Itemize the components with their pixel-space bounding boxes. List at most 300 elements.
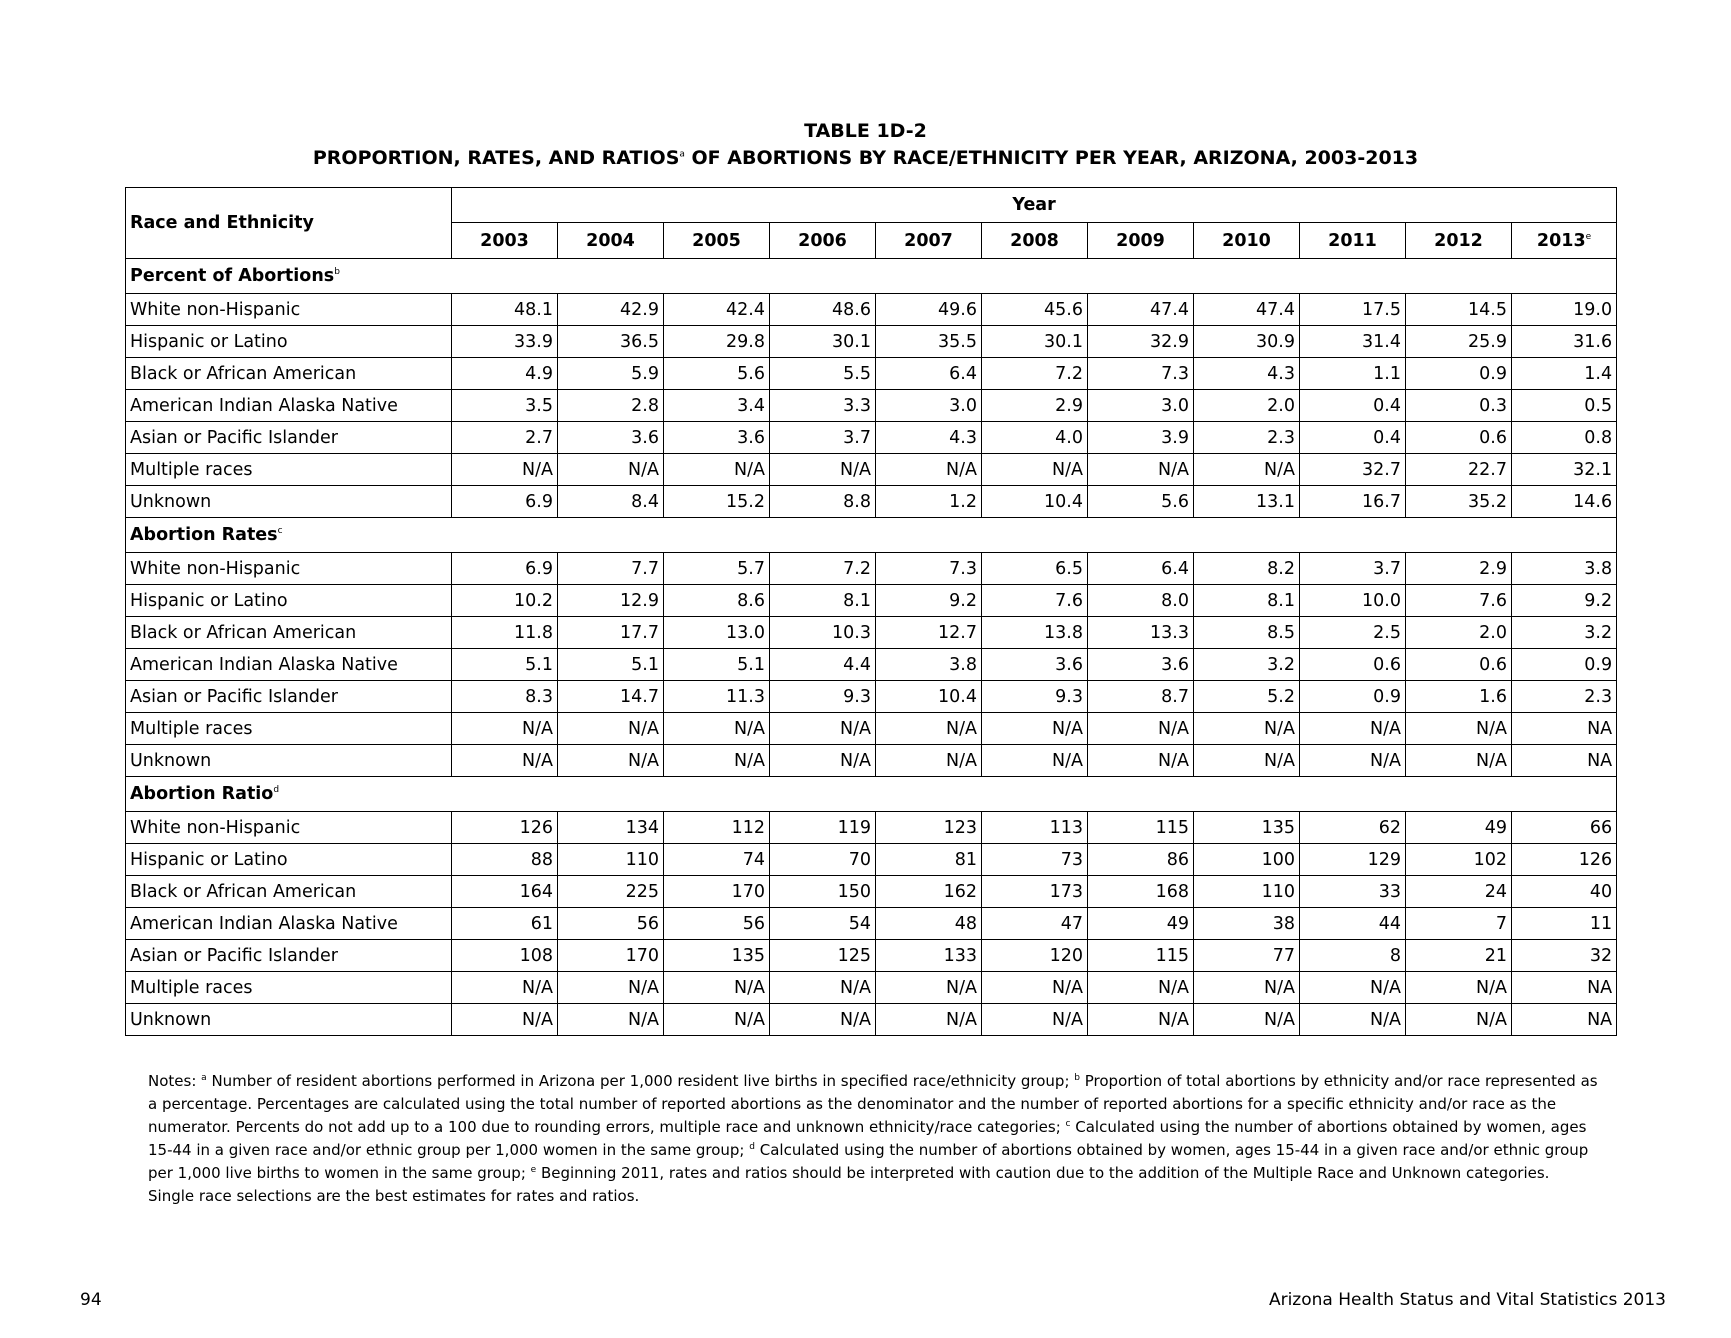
note-footnote-marker: d bbox=[749, 1142, 755, 1152]
table-cell: 38 bbox=[1194, 908, 1300, 940]
table-cell: 49.6 bbox=[876, 294, 982, 326]
table-cell: 133 bbox=[876, 940, 982, 972]
table-cell: N/A bbox=[1194, 972, 1300, 1004]
table-cell: 120 bbox=[982, 940, 1088, 972]
table-cell: N/A bbox=[876, 454, 982, 486]
table-cell: 13.0 bbox=[664, 617, 770, 649]
table-cell: 9.2 bbox=[876, 585, 982, 617]
table-cell: 1.4 bbox=[1512, 358, 1617, 390]
table-cell: 115 bbox=[1088, 940, 1194, 972]
table-cell: 129 bbox=[1300, 844, 1406, 876]
table-cell: 3.3 bbox=[770, 390, 876, 422]
column-header-race: Race and Ethnicity bbox=[126, 188, 452, 259]
table-cell: 2.3 bbox=[1194, 422, 1300, 454]
table-cell: 10.0 bbox=[1300, 585, 1406, 617]
table-cell: 173 bbox=[982, 876, 1088, 908]
table-cell: 47.4 bbox=[1194, 294, 1300, 326]
table-cell: 2.9 bbox=[1406, 553, 1512, 585]
table-cell: N/A bbox=[558, 713, 664, 745]
table-cell: N/A bbox=[452, 1004, 558, 1036]
table-cell: 8.4 bbox=[558, 486, 664, 518]
table-number: TABLE 1D-2 bbox=[804, 120, 927, 142]
row-label: Multiple races bbox=[126, 713, 452, 745]
table-title-text-end: OF ABORTIONS BY RACE/ETHNICITY PER YEAR, ARIZONA, 2003-2013 bbox=[684, 147, 1419, 169]
table-row bbox=[126, 940, 1617, 972]
table-cell: N/A bbox=[452, 745, 558, 777]
table-cell: 0.8 bbox=[1512, 422, 1617, 454]
row-label: Unknown bbox=[126, 745, 452, 777]
row-label: American Indian Alaska Native bbox=[126, 390, 452, 422]
row-label: Multiple races bbox=[126, 972, 452, 1004]
row-label: Asian or Pacific Islander bbox=[126, 940, 452, 972]
table-cell: 42.4 bbox=[664, 294, 770, 326]
table-title-block bbox=[0, 118, 1731, 172]
table-cell: 8 bbox=[1300, 940, 1406, 972]
table-cell: N/A bbox=[770, 745, 876, 777]
note-footnote-marker: b bbox=[1074, 1073, 1080, 1083]
table-cell: 6.9 bbox=[452, 553, 558, 585]
table-cell: 8.7 bbox=[1088, 681, 1194, 713]
table-cell: 3.6 bbox=[664, 422, 770, 454]
table-cell: 11.8 bbox=[452, 617, 558, 649]
table-cell: 12.7 bbox=[876, 617, 982, 649]
table-cell: N/A bbox=[1300, 1004, 1406, 1036]
year-label: 2012 bbox=[1434, 230, 1483, 251]
table-cell: 30.1 bbox=[982, 326, 1088, 358]
year-label: 2013 bbox=[1536, 230, 1586, 251]
table-row bbox=[126, 294, 1617, 326]
table-cell: 14.6 bbox=[1512, 486, 1617, 518]
table-cell: 2.8 bbox=[558, 390, 664, 422]
table-cell: N/A bbox=[1406, 972, 1512, 1004]
note-text: Number of resident abortions performed in Arizona per 1,000 resident live births in specified race/ethnicity group; bbox=[206, 1072, 1075, 1090]
table-cell: 164 bbox=[452, 876, 558, 908]
notes-paragraph bbox=[148, 1070, 1598, 1208]
table-cell: N/A bbox=[1406, 713, 1512, 745]
table-cell: 4.4 bbox=[770, 649, 876, 681]
table-row bbox=[126, 454, 1617, 486]
table-cell: 14.5 bbox=[1406, 294, 1512, 326]
table-cell: 0.6 bbox=[1406, 422, 1512, 454]
table-cell: 3.2 bbox=[1194, 649, 1300, 681]
column-header-2003 bbox=[452, 223, 558, 259]
table-cell: 0.9 bbox=[1406, 358, 1512, 390]
section-footnote-marker: d bbox=[273, 785, 280, 796]
table-cell: 168 bbox=[1088, 876, 1194, 908]
table-cell: N/A bbox=[876, 745, 982, 777]
table-cell: 8.6 bbox=[664, 585, 770, 617]
table-cell: 32 bbox=[1512, 940, 1617, 972]
table-cell: 35.2 bbox=[1406, 486, 1512, 518]
table-cell: 4.0 bbox=[982, 422, 1088, 454]
table-cell: 119 bbox=[770, 812, 876, 844]
table-cell: 88 bbox=[452, 844, 558, 876]
table-cell: N/A bbox=[664, 972, 770, 1004]
table-row bbox=[126, 876, 1617, 908]
table-title-footnote-marker: a bbox=[679, 149, 685, 160]
section-title bbox=[126, 518, 1617, 553]
section-footnote-marker: c bbox=[277, 526, 283, 537]
table-row bbox=[126, 908, 1617, 940]
table-cell: N/A bbox=[1088, 713, 1194, 745]
table-cell: 3.4 bbox=[664, 390, 770, 422]
table-cell: N/A bbox=[1300, 745, 1406, 777]
table-row bbox=[126, 972, 1617, 1004]
table-cell: 7.3 bbox=[1088, 358, 1194, 390]
table-cell: 5.1 bbox=[664, 649, 770, 681]
section-header-row bbox=[126, 259, 1617, 294]
table-cell: N/A bbox=[982, 454, 1088, 486]
table-cell: 126 bbox=[452, 812, 558, 844]
table-row bbox=[126, 617, 1617, 649]
table-cell: N/A bbox=[558, 1004, 664, 1036]
table-cell: 25.9 bbox=[1406, 326, 1512, 358]
table-cell: 49 bbox=[1406, 812, 1512, 844]
table-cell: 135 bbox=[664, 940, 770, 972]
table-row bbox=[126, 422, 1617, 454]
row-label: White non-Hispanic bbox=[126, 553, 452, 585]
notes-prefix: Notes: bbox=[148, 1072, 202, 1090]
table-cell: 110 bbox=[558, 844, 664, 876]
table-cell: 4.3 bbox=[1194, 358, 1300, 390]
section-title-text: Abortion Rates bbox=[130, 525, 278, 545]
column-header-2008 bbox=[982, 223, 1088, 259]
table-cell: N/A bbox=[558, 454, 664, 486]
column-header-2012 bbox=[1406, 223, 1512, 259]
table-cell: 3.0 bbox=[876, 390, 982, 422]
table-row bbox=[126, 649, 1617, 681]
table-cell: 24 bbox=[1406, 876, 1512, 908]
table-cell: 56 bbox=[558, 908, 664, 940]
table-cell: 0.9 bbox=[1512, 649, 1617, 681]
section-header-row bbox=[126, 518, 1617, 553]
note-text: Calculated using the number of abortions obtained by women, ages 15-44 in a given race and/or ethnic group per 1,000 live births to women in the same group; bbox=[148, 1141, 1589, 1182]
row-label: Black or African American bbox=[126, 876, 452, 908]
table-cell: 8.1 bbox=[770, 585, 876, 617]
table-cell: N/A bbox=[770, 1004, 876, 1036]
table-cell: NA bbox=[1512, 1004, 1617, 1036]
row-label: Hispanic or Latino bbox=[126, 844, 452, 876]
table-cell: 13.8 bbox=[982, 617, 1088, 649]
table-cell: 54 bbox=[770, 908, 876, 940]
publication-title: Arizona Health Status and Vital Statistics 2013 bbox=[1268, 1290, 1666, 1310]
table-cell: 7.6 bbox=[1406, 585, 1512, 617]
table-cell: 9.3 bbox=[770, 681, 876, 713]
table-cell: 2.3 bbox=[1512, 681, 1617, 713]
table-cell: N/A bbox=[664, 454, 770, 486]
column-header-2010 bbox=[1194, 223, 1300, 259]
table-cell: 29.8 bbox=[664, 326, 770, 358]
table-cell: 123 bbox=[876, 812, 982, 844]
table-cell: 14.7 bbox=[558, 681, 664, 713]
table-cell: 3.7 bbox=[770, 422, 876, 454]
table-cell: N/A bbox=[452, 454, 558, 486]
table-cell: 16.7 bbox=[1300, 486, 1406, 518]
table-cell: 17.7 bbox=[558, 617, 664, 649]
table-cell: 40 bbox=[1512, 876, 1617, 908]
table-cell: 225 bbox=[558, 876, 664, 908]
year-label: 2008 bbox=[1010, 230, 1059, 251]
table-row bbox=[126, 745, 1617, 777]
table-cell: 5.7 bbox=[664, 553, 770, 585]
table-cell: 73 bbox=[982, 844, 1088, 876]
row-label: Hispanic or Latino bbox=[126, 585, 452, 617]
table-cell: N/A bbox=[1194, 1004, 1300, 1036]
table-cell: N/A bbox=[1194, 745, 1300, 777]
table-cell: N/A bbox=[1406, 745, 1512, 777]
table-cell: 32.7 bbox=[1300, 454, 1406, 486]
abortion-statistics-table bbox=[125, 187, 1617, 1036]
table-cell: 5.1 bbox=[558, 649, 664, 681]
table-cell: 30.9 bbox=[1194, 326, 1300, 358]
table-cell: 0.4 bbox=[1300, 390, 1406, 422]
table-cell: 74 bbox=[664, 844, 770, 876]
table-cell: 5.6 bbox=[1088, 486, 1194, 518]
table-cell: 8.8 bbox=[770, 486, 876, 518]
table-cell: 11 bbox=[1512, 908, 1617, 940]
table-cell: NA bbox=[1512, 972, 1617, 1004]
table-cell: 0.4 bbox=[1300, 422, 1406, 454]
year-label: 2007 bbox=[904, 230, 953, 251]
table-cell: 6.4 bbox=[1088, 553, 1194, 585]
note-text: Calculated using the number of abortions obtained by women, ages 15-44 in a given race and/or ethnic group per 1,000 women in the same group; bbox=[148, 1118, 1587, 1159]
table-cell: 8.3 bbox=[452, 681, 558, 713]
table-cell: N/A bbox=[664, 1004, 770, 1036]
row-label: American Indian Alaska Native bbox=[126, 649, 452, 681]
table-cell: 32.1 bbox=[1512, 454, 1617, 486]
table-cell: 56 bbox=[664, 908, 770, 940]
row-label: Black or African American bbox=[126, 358, 452, 390]
year-footnote-marker: e bbox=[1585, 231, 1592, 242]
table-cell: 2.0 bbox=[1194, 390, 1300, 422]
table-row bbox=[126, 358, 1617, 390]
table-cell: 9.2 bbox=[1512, 585, 1617, 617]
table-cell: 3.8 bbox=[876, 649, 982, 681]
table-cell: 13.3 bbox=[1088, 617, 1194, 649]
table-row bbox=[126, 326, 1617, 358]
section-title bbox=[126, 777, 1617, 812]
column-header-2005 bbox=[664, 223, 770, 259]
year-label: 2003 bbox=[480, 230, 529, 251]
table-cell: 22.7 bbox=[1406, 454, 1512, 486]
table-cell: 6.4 bbox=[876, 358, 982, 390]
table-cell: 4.9 bbox=[452, 358, 558, 390]
table-body bbox=[126, 259, 1617, 1036]
table-cell: 100 bbox=[1194, 844, 1300, 876]
table-cell: 13.1 bbox=[1194, 486, 1300, 518]
table-cell: 35.5 bbox=[876, 326, 982, 358]
table-row bbox=[126, 553, 1617, 585]
table-cell: 62 bbox=[1300, 812, 1406, 844]
table-cell: 5.6 bbox=[664, 358, 770, 390]
table-cell: N/A bbox=[982, 972, 1088, 1004]
table-cell: 8.5 bbox=[1194, 617, 1300, 649]
table-cell: 108 bbox=[452, 940, 558, 972]
table-cell: 7.7 bbox=[558, 553, 664, 585]
table-cell: 44 bbox=[1300, 908, 1406, 940]
table-cell: N/A bbox=[1300, 972, 1406, 1004]
table-cell: NA bbox=[1512, 713, 1617, 745]
table-cell: 0.3 bbox=[1406, 390, 1512, 422]
table-cell: 19.0 bbox=[1512, 294, 1617, 326]
table-cell: N/A bbox=[1300, 713, 1406, 745]
row-label: Asian or Pacific Islander bbox=[126, 681, 452, 713]
table-cell: 36.5 bbox=[558, 326, 664, 358]
table-cell: 12.9 bbox=[558, 585, 664, 617]
year-label: 2010 bbox=[1222, 230, 1271, 251]
table-cell: 3.0 bbox=[1088, 390, 1194, 422]
table-cell: N/A bbox=[1406, 1004, 1512, 1036]
table-row bbox=[126, 681, 1617, 713]
row-label: White non-Hispanic bbox=[126, 812, 452, 844]
table-cell: 33.9 bbox=[452, 326, 558, 358]
row-label: Unknown bbox=[126, 1004, 452, 1036]
table-cell: 10.4 bbox=[876, 681, 982, 713]
table-cell: 2.5 bbox=[1300, 617, 1406, 649]
table-cell: N/A bbox=[1194, 454, 1300, 486]
table-cell: 70 bbox=[770, 844, 876, 876]
table-cell: N/A bbox=[876, 713, 982, 745]
table-cell: 6.5 bbox=[982, 553, 1088, 585]
table-cell: 3.9 bbox=[1088, 422, 1194, 454]
table-cell: 32.9 bbox=[1088, 326, 1194, 358]
year-label: 2005 bbox=[692, 230, 741, 251]
table-cell: N/A bbox=[876, 972, 982, 1004]
table-cell: 5.2 bbox=[1194, 681, 1300, 713]
page-number: 94 bbox=[80, 1290, 102, 1310]
table-cell: N/A bbox=[1088, 972, 1194, 1004]
note-text: Beginning 2011, rates and ratios should be interpreted with caution due to the addition of the Multiple Race and Unknown categories. Single race selections are the best estimates for rates and ratios. bbox=[148, 1164, 1550, 1205]
section-title-text: Abortion Ratio bbox=[130, 784, 274, 804]
table-cell: N/A bbox=[1088, 745, 1194, 777]
table-cell: 47 bbox=[982, 908, 1088, 940]
table-cell: 10.3 bbox=[770, 617, 876, 649]
table-cell: 3.5 bbox=[452, 390, 558, 422]
table-cell: 6.9 bbox=[452, 486, 558, 518]
year-label: 2004 bbox=[586, 230, 635, 251]
table-cell: 81 bbox=[876, 844, 982, 876]
table-cell: 135 bbox=[1194, 812, 1300, 844]
table-cell: 33 bbox=[1300, 876, 1406, 908]
column-header-2013 bbox=[1512, 223, 1617, 259]
column-header-2006 bbox=[770, 223, 876, 259]
row-label: Black or African American bbox=[126, 617, 452, 649]
table-cell: NA bbox=[1512, 745, 1617, 777]
table-cell: 7 bbox=[1406, 908, 1512, 940]
table-cell: 110 bbox=[1194, 876, 1300, 908]
table-cell: 42.9 bbox=[558, 294, 664, 326]
table-cell: 30.1 bbox=[770, 326, 876, 358]
table-cell: 8.1 bbox=[1194, 585, 1300, 617]
table-cell: 150 bbox=[770, 876, 876, 908]
table-cell: 21 bbox=[1406, 940, 1512, 972]
row-label: Asian or Pacific Islander bbox=[126, 422, 452, 454]
table-cell: 9.3 bbox=[982, 681, 1088, 713]
section-title-text: Percent of Abortions bbox=[130, 266, 335, 286]
table-cell: 3.7 bbox=[1300, 553, 1406, 585]
section-footnote-marker: b bbox=[334, 267, 340, 278]
table-row bbox=[126, 585, 1617, 617]
table-row bbox=[126, 713, 1617, 745]
table-cell: 66 bbox=[1512, 812, 1617, 844]
table-cell: 7.2 bbox=[982, 358, 1088, 390]
table-cell: 2.0 bbox=[1406, 617, 1512, 649]
row-label: American Indian Alaska Native bbox=[126, 908, 452, 940]
table-cell: N/A bbox=[452, 972, 558, 1004]
table-cell: N/A bbox=[770, 972, 876, 1004]
table-cell: 0.5 bbox=[1512, 390, 1617, 422]
table-cell: 170 bbox=[664, 876, 770, 908]
table-title-text: PROPORTION, RATES, AND RATIOS bbox=[312, 147, 680, 169]
table-cell: 31.6 bbox=[1512, 326, 1617, 358]
table-cell: N/A bbox=[664, 713, 770, 745]
table-cell: 112 bbox=[664, 812, 770, 844]
table-cell: 3.6 bbox=[1088, 649, 1194, 681]
row-label: Unknown bbox=[126, 486, 452, 518]
table-cell: 3.6 bbox=[982, 649, 1088, 681]
table-cell: 102 bbox=[1406, 844, 1512, 876]
table-cell: N/A bbox=[1088, 1004, 1194, 1036]
table-cell: 0.9 bbox=[1300, 681, 1406, 713]
table-cell: 86 bbox=[1088, 844, 1194, 876]
year-label: 2009 bbox=[1116, 230, 1165, 251]
year-label: 2011 bbox=[1328, 230, 1377, 251]
table-cell: N/A bbox=[1088, 454, 1194, 486]
table-cell: 3.6 bbox=[558, 422, 664, 454]
column-header-2004 bbox=[558, 223, 664, 259]
table-row bbox=[126, 390, 1617, 422]
table-row bbox=[126, 1004, 1617, 1036]
table-cell: 4.3 bbox=[876, 422, 982, 454]
note-footnote-marker: e bbox=[530, 1165, 537, 1175]
table-row bbox=[126, 486, 1617, 518]
table-notes bbox=[148, 1070, 1598, 1208]
row-label: Hispanic or Latino bbox=[126, 326, 452, 358]
table-cell: 170 bbox=[558, 940, 664, 972]
table-cell: 31.4 bbox=[1300, 326, 1406, 358]
table-cell: 47.4 bbox=[1088, 294, 1194, 326]
table-cell: 77 bbox=[1194, 940, 1300, 972]
table-cell: N/A bbox=[558, 972, 664, 1004]
table-cell: 1.1 bbox=[1300, 358, 1406, 390]
table-cell: 15.2 bbox=[664, 486, 770, 518]
table-cell: 125 bbox=[770, 940, 876, 972]
table-title bbox=[0, 145, 1731, 172]
table-cell: 17.5 bbox=[1300, 294, 1406, 326]
column-header-year: Year bbox=[452, 188, 1617, 223]
table-cell: 10.2 bbox=[452, 585, 558, 617]
table-row bbox=[126, 812, 1617, 844]
table-cell: 2.9 bbox=[982, 390, 1088, 422]
table-cell: 0.6 bbox=[1406, 649, 1512, 681]
table-cell: 7.6 bbox=[982, 585, 1088, 617]
column-header-2011 bbox=[1300, 223, 1406, 259]
table-cell: 134 bbox=[558, 812, 664, 844]
table-cell: 113 bbox=[982, 812, 1088, 844]
table-cell: 10.4 bbox=[982, 486, 1088, 518]
table-cell: 45.6 bbox=[982, 294, 1088, 326]
table-cell: 61 bbox=[452, 908, 558, 940]
table-cell: N/A bbox=[982, 1004, 1088, 1036]
table-cell: N/A bbox=[558, 745, 664, 777]
table-cell: 49 bbox=[1088, 908, 1194, 940]
table-cell: 115 bbox=[1088, 812, 1194, 844]
table-cell: 5.1 bbox=[452, 649, 558, 681]
table-cell: N/A bbox=[770, 454, 876, 486]
section-header-row bbox=[126, 777, 1617, 812]
table-cell: 48.1 bbox=[452, 294, 558, 326]
table-cell: 5.5 bbox=[770, 358, 876, 390]
